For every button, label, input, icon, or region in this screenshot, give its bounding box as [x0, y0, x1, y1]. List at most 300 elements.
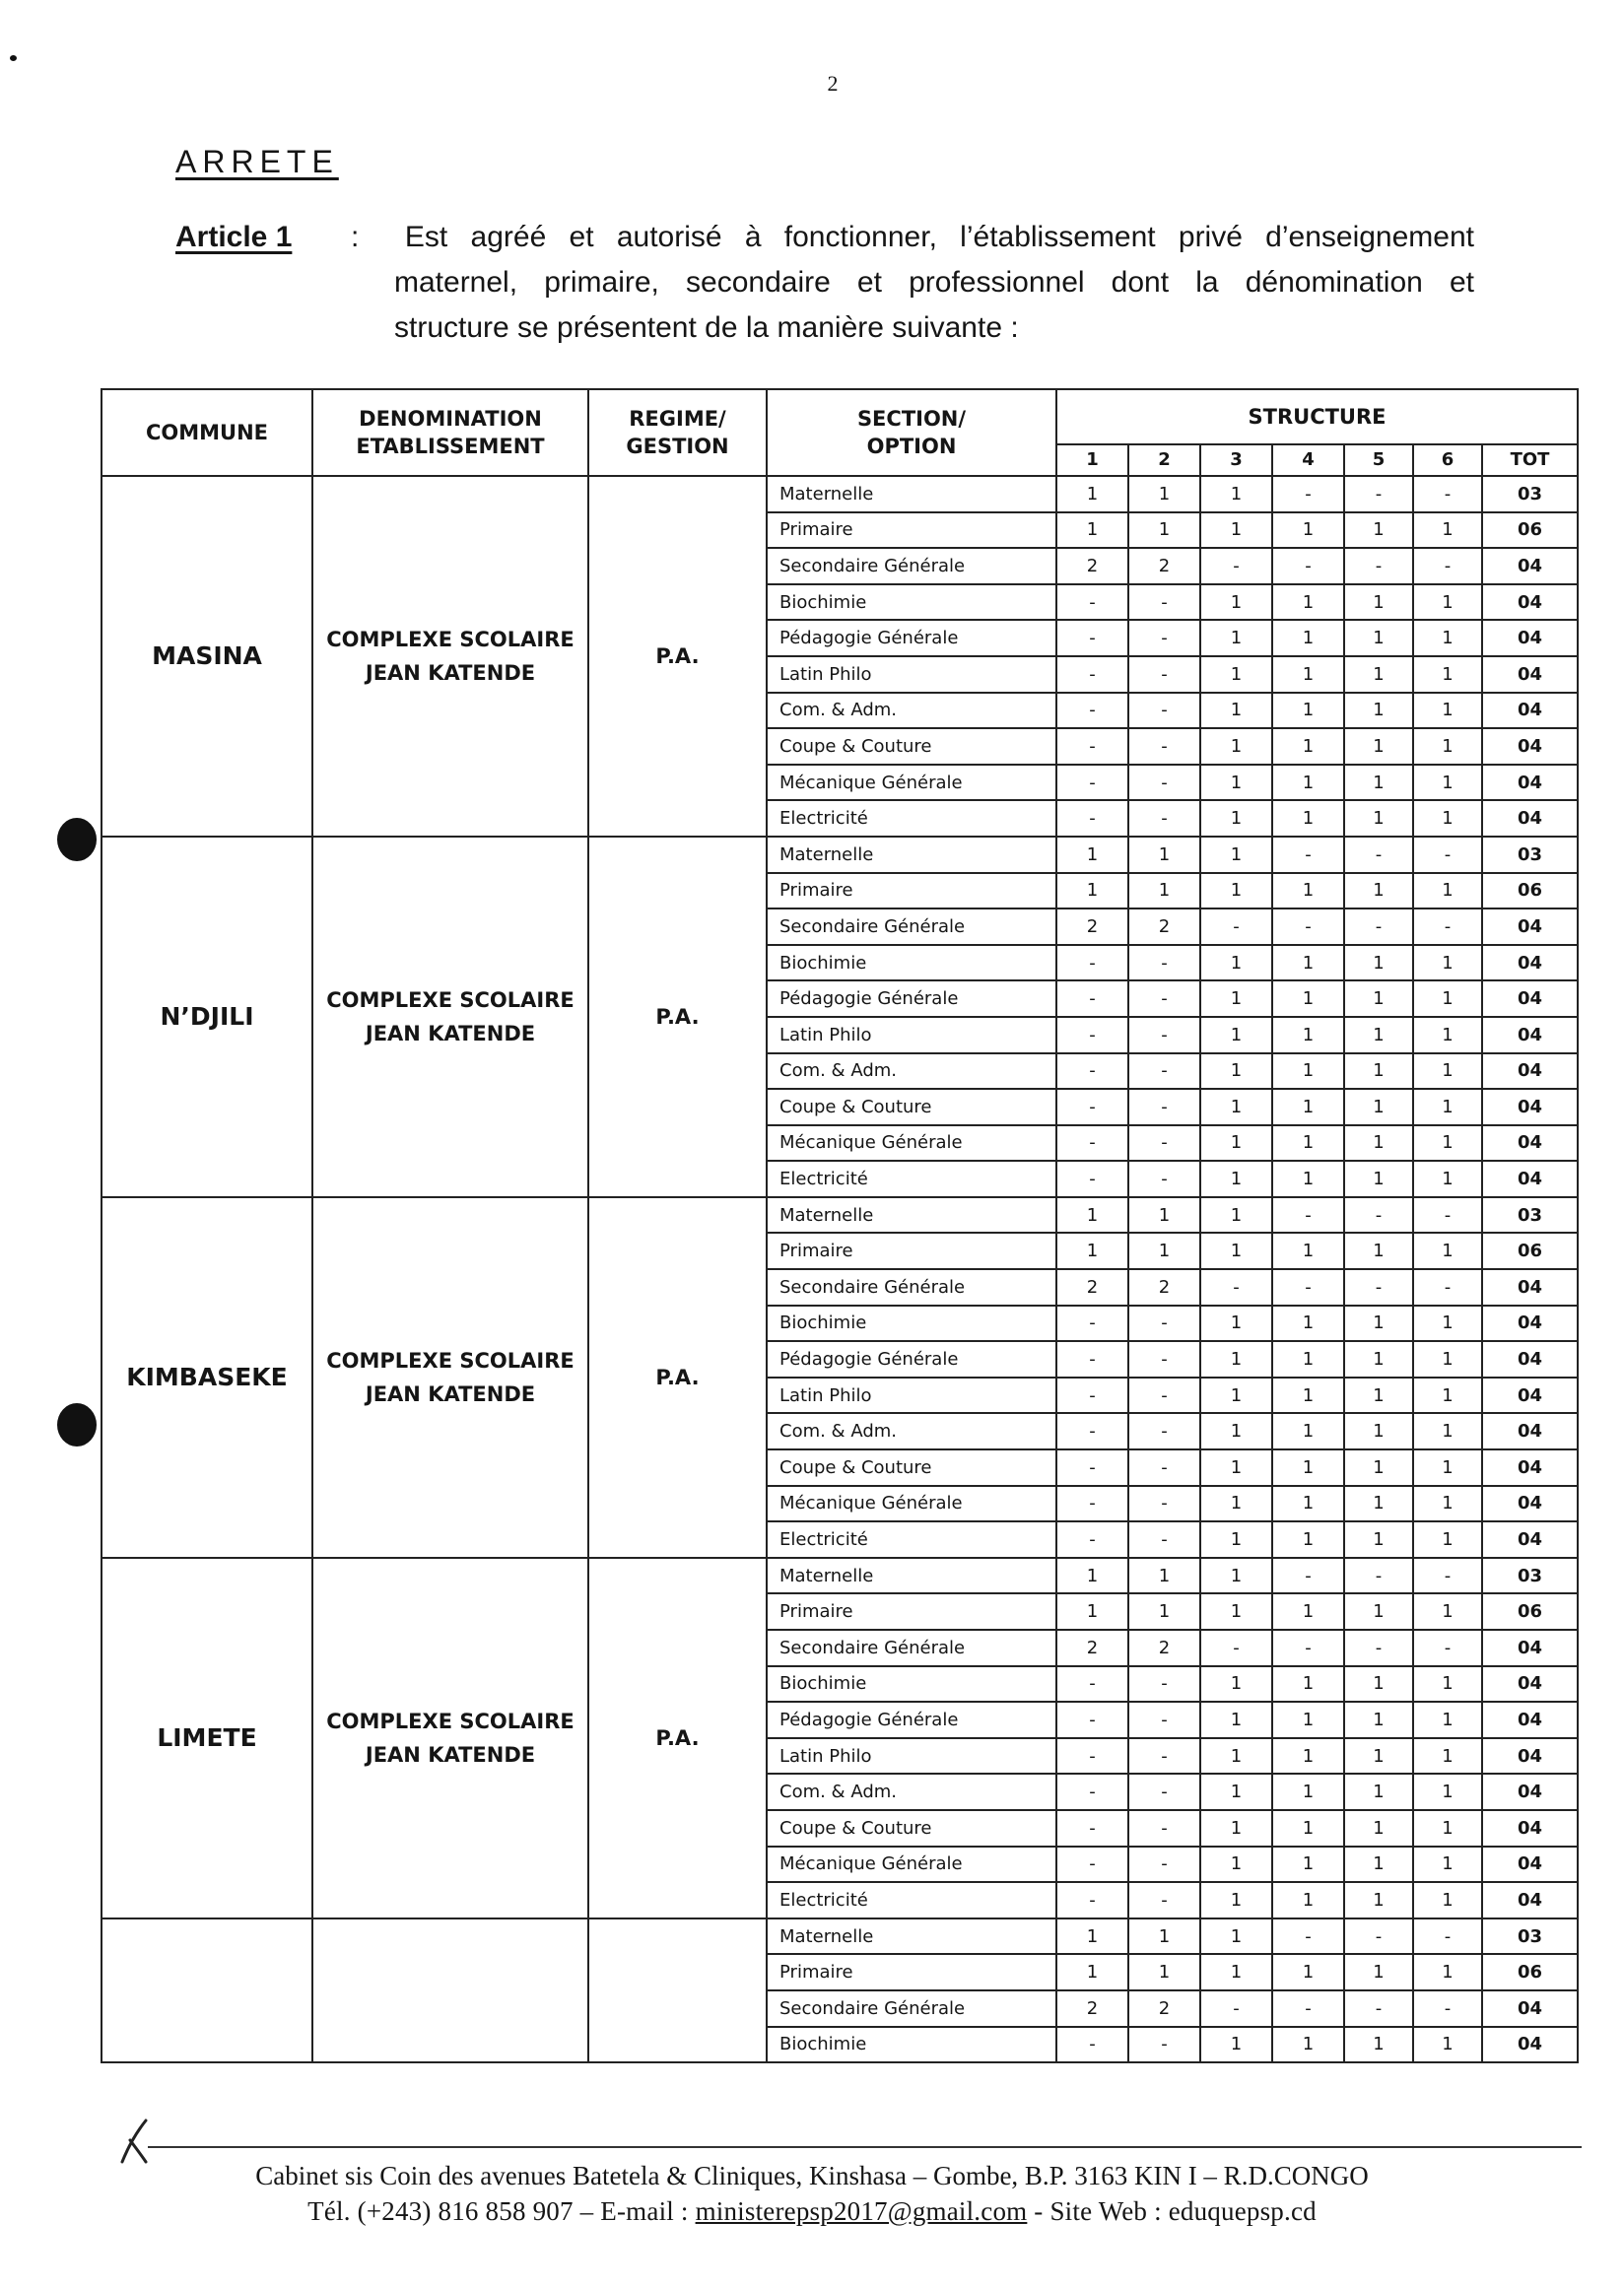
structure-cell: - [1056, 693, 1128, 729]
structure-cell: - [1413, 1918, 1482, 1955]
structure-cell: 1 [1272, 800, 1344, 837]
structure-cell: 2 [1128, 1630, 1200, 1666]
structure-cell: 2 [1056, 1630, 1128, 1666]
structure-cell: - [1344, 548, 1413, 584]
structure-cell: - [1056, 1413, 1128, 1449]
structure-cell: - [1413, 1990, 1482, 2027]
section-cell: Secondaire Générale [767, 1990, 1056, 2027]
table-row [102, 476, 1578, 512]
structure-cell: 2 [1128, 908, 1200, 945]
structure-cell: 1 [1272, 1449, 1344, 1486]
header-structure-col: 4 [1272, 444, 1344, 476]
structure-cell: 1 [1200, 1378, 1272, 1414]
total-cell: 06 [1482, 1593, 1578, 1630]
total-cell: 04 [1482, 693, 1578, 729]
structure-cell: - [1128, 1449, 1200, 1486]
structure-cell: - [1272, 1918, 1344, 1955]
section-cell: Pédagogie Générale [767, 980, 1056, 1017]
structure-cell: 1 [1200, 1053, 1272, 1090]
structure-cell: 1 [1413, 1521, 1482, 1558]
section-cell: Com. & Adm. [767, 693, 1056, 729]
structure-cell: - [1128, 765, 1200, 801]
table-row [102, 837, 1578, 873]
structure-cell: 1 [1344, 693, 1413, 729]
structure-cell: 1 [1056, 1233, 1128, 1269]
structure-cell: 1 [1344, 1125, 1413, 1162]
structure-cell: - [1056, 1161, 1128, 1197]
total-cell: 06 [1482, 1233, 1578, 1269]
section-cell: Maternelle [767, 1918, 1056, 1955]
structure-cell: 1 [1272, 1847, 1344, 1883]
structure-cell: 2 [1128, 1990, 1200, 2027]
total-cell: 04 [1482, 1521, 1578, 1558]
structure-cell: 1 [1272, 584, 1344, 621]
structure-cell: - [1413, 908, 1482, 945]
header-structure-col: 1 [1056, 444, 1128, 476]
section-cell: Com. & Adm. [767, 1053, 1056, 1090]
article-line: : Est agréé et autorisé à fonctionner, l’établissement privé d’enseignement [351, 221, 1474, 253]
structure-cell: - [1056, 1017, 1128, 1053]
structure-cell: 1 [1413, 728, 1482, 765]
structure-cell: - [1128, 1882, 1200, 1918]
header-structure-col: 6 [1413, 444, 1482, 476]
structure-cell: - [1272, 1630, 1344, 1666]
structure-cell: 1 [1344, 1449, 1413, 1486]
structure-cell: 1 [1413, 1882, 1482, 1918]
structure-cell: 1 [1272, 1810, 1344, 1847]
structure-cell: - [1128, 620, 1200, 656]
structure-cell: 1 [1272, 620, 1344, 656]
structure-cell: - [1200, 1990, 1272, 2027]
structure-cell: - [1056, 1306, 1128, 1342]
header-structure-col: 5 [1344, 444, 1413, 476]
structure-cell: 1 [1056, 1954, 1128, 1990]
structure-cell: 1 [1200, 656, 1272, 693]
structure-cell: 1 [1272, 1702, 1344, 1738]
section-cell: Electricité [767, 1882, 1056, 1918]
structure-cell: 1 [1344, 1882, 1413, 1918]
total-cell: 03 [1482, 476, 1578, 512]
structure-cell: - [1056, 1521, 1128, 1558]
structure-cell: - [1413, 1269, 1482, 1306]
footer-divider [148, 2146, 1582, 2148]
structure-cell: 1 [1413, 2027, 1482, 2063]
regime-cell: P.A. [588, 476, 767, 837]
total-cell: 04 [1482, 728, 1578, 765]
section-cell: Biochimie [767, 1666, 1056, 1703]
structure-cell: 1 [1200, 1125, 1272, 1162]
structure-cell: - [1128, 693, 1200, 729]
total-cell: 04 [1482, 1990, 1578, 2027]
structure-cell: - [1056, 1702, 1128, 1738]
structure-cell: - [1344, 837, 1413, 873]
table-header-row [102, 389, 1578, 444]
structure-cell: 1 [1272, 1666, 1344, 1703]
structure-cell: 1 [1413, 945, 1482, 981]
structure-cell: 1 [1413, 1125, 1482, 1162]
structure-cell: 1 [1413, 1738, 1482, 1775]
section-cell: Coupe & Couture [767, 1449, 1056, 1486]
structure-cell: 1 [1344, 1521, 1413, 1558]
structure-cell: 1 [1272, 1306, 1344, 1342]
structure-cell: 1 [1344, 1702, 1413, 1738]
section-cell: Primaire [767, 1954, 1056, 1990]
structure-cell: 1 [1344, 728, 1413, 765]
structure-cell: 1 [1344, 1017, 1413, 1053]
structure-cell: 1 [1413, 1810, 1482, 1847]
footer-contact: Tél. (+243) 816 858 907 – E-mail : ministerepsp2017@gmail.com - Site Web : eduquepsp.cd [307, 2196, 1317, 2226]
structure-cell: 2 [1056, 548, 1128, 584]
structure-cell: - [1128, 1810, 1200, 1847]
structure-cell: 1 [1413, 656, 1482, 693]
structure-cell: - [1128, 800, 1200, 837]
section-cell: Com. & Adm. [767, 1774, 1056, 1810]
structure-cell: - [1056, 656, 1128, 693]
section-cell: Secondaire Générale [767, 1630, 1056, 1666]
total-cell: 04 [1482, 1378, 1578, 1414]
structure-cell: - [1056, 584, 1128, 621]
total-cell: 04 [1482, 584, 1578, 621]
section-cell: Primaire [767, 1593, 1056, 1630]
structure-cell: - [1413, 476, 1482, 512]
table-row [102, 1918, 1578, 1955]
total-cell: 04 [1482, 945, 1578, 981]
section-cell: Biochimie [767, 584, 1056, 621]
structure-cell: 1 [1344, 1486, 1413, 1522]
section-cell: Secondaire Générale [767, 1269, 1056, 1306]
punch-hole-mark [57, 1403, 97, 1447]
structure-cell: 1 [1413, 512, 1482, 549]
structure-cell: - [1056, 1666, 1128, 1703]
structure-cell: 1 [1200, 837, 1272, 873]
structure-cell: 1 [1272, 873, 1344, 909]
structure-cell: 1 [1413, 620, 1482, 656]
structure-cell: 1 [1056, 512, 1128, 549]
article-1 [175, 215, 1496, 344]
structure-cell: 1 [1200, 1341, 1272, 1378]
structure-cell: - [1344, 1558, 1413, 1594]
regime-cell: P.A. [588, 1558, 767, 1918]
structure-cell: - [1344, 1630, 1413, 1666]
structure-table [101, 388, 1579, 2063]
header-structure: STRUCTURE [1056, 389, 1578, 444]
structure-cell: - [1056, 800, 1128, 837]
structure-cell: 1 [1200, 2027, 1272, 2063]
total-cell: 04 [1482, 1486, 1578, 1522]
section-cell: Latin Philo [767, 1378, 1056, 1414]
total-cell: 04 [1482, 1882, 1578, 1918]
structure-cell: 1 [1200, 800, 1272, 837]
structure-cell: 2 [1056, 1990, 1128, 2027]
section-cell: Primaire [767, 873, 1056, 909]
section-cell: Coupe & Couture [767, 1089, 1056, 1125]
total-cell: 04 [1482, 1847, 1578, 1883]
structure-cell: 1 [1200, 1233, 1272, 1269]
structure-cell: 1 [1200, 512, 1272, 549]
structure-cell: 1 [1413, 1774, 1482, 1810]
structure-cell: - [1413, 1558, 1482, 1594]
structure-cell: 1 [1200, 584, 1272, 621]
structure-cell: 1 [1272, 1378, 1344, 1414]
structure-cell: 1 [1272, 1053, 1344, 1090]
structure-cell: - [1344, 1918, 1413, 1955]
structure-cell: - [1128, 728, 1200, 765]
structure-cell: 1 [1272, 1738, 1344, 1775]
structure-cell: 1 [1128, 1954, 1200, 1990]
structure-cell: 1 [1413, 1053, 1482, 1090]
section-cell: Coupe & Couture [767, 1810, 1056, 1847]
denomination-cell: COMPLEXE SCOLAIRE JEAN KATENDE [312, 1197, 588, 1558]
structure-cell: 1 [1128, 1593, 1200, 1630]
structure-cell: 1 [1344, 1306, 1413, 1342]
structure-cell: 1 [1128, 1918, 1200, 1955]
structure-cell: 1 [1344, 1774, 1413, 1810]
structure-cell: - [1056, 620, 1128, 656]
denomination-cell: COMPLEXE SCOLAIRE JEAN KATENDE [312, 1558, 588, 1918]
footer-email-link[interactable]: ministerepsp2017@gmail.com [695, 2196, 1028, 2226]
section-cell: Pédagogie Générale [767, 620, 1056, 656]
total-cell: 04 [1482, 1449, 1578, 1486]
structure-cell: 1 [1200, 693, 1272, 729]
total-cell: 04 [1482, 1053, 1578, 1090]
structure-cell: - [1056, 945, 1128, 981]
structure-cell: - [1272, 837, 1344, 873]
structure-cell: - [1413, 1630, 1482, 1666]
section-cell: Mécanique Générale [767, 1847, 1056, 1883]
structure-cell: 1 [1200, 1702, 1272, 1738]
section-cell: Biochimie [767, 945, 1056, 981]
total-cell: 03 [1482, 1197, 1578, 1234]
total-cell: 04 [1482, 1666, 1578, 1703]
structure-cell: - [1056, 1882, 1128, 1918]
total-cell: 04 [1482, 1810, 1578, 1847]
structure-cell: - [1128, 1053, 1200, 1090]
structure-cell: - [1056, 728, 1128, 765]
section-cell: Mécanique Générale [767, 765, 1056, 801]
structure-cell: - [1128, 1378, 1200, 1414]
structure-cell: - [1128, 584, 1200, 621]
table-body [102, 476, 1578, 2062]
structure-cell: 1 [1200, 765, 1272, 801]
structure-cell: 1 [1344, 584, 1413, 621]
total-cell: 04 [1482, 1306, 1578, 1342]
structure-cell: 2 [1056, 908, 1128, 945]
structure-cell: 1 [1344, 1593, 1413, 1630]
structure-cell: 1 [1200, 1449, 1272, 1486]
section-cell: Latin Philo [767, 1017, 1056, 1053]
header-denomination: DENOMINATION ETABLISSEMENT [312, 389, 588, 476]
page-heading: ARRETE [175, 144, 339, 179]
structure-cell: 1 [1344, 1666, 1413, 1703]
total-cell: 04 [1482, 1702, 1578, 1738]
structure-cell: 1 [1272, 1089, 1344, 1125]
structure-cell: 1 [1200, 1847, 1272, 1883]
section-cell: Electricité [767, 800, 1056, 837]
article-body [351, 215, 1474, 351]
structure-cell: - [1128, 1521, 1200, 1558]
structure-cell: 1 [1200, 1521, 1272, 1558]
structure-cell: 1 [1200, 1161, 1272, 1197]
structure-cell: - [1056, 2027, 1128, 2063]
structure-cell: 1 [1272, 1413, 1344, 1449]
punch-hole-mark [57, 818, 97, 861]
total-cell: 04 [1482, 548, 1578, 584]
structure-cell: 1 [1200, 1197, 1272, 1234]
structure-cell: 1 [1272, 693, 1344, 729]
structure-cell: - [1056, 1449, 1128, 1486]
structure-cell: 1 [1344, 1341, 1413, 1378]
structure-cell: 1 [1344, 1413, 1413, 1449]
structure-cell: 1 [1200, 1486, 1272, 1522]
structure-cell: 1 [1413, 980, 1482, 1017]
total-cell: 04 [1482, 620, 1578, 656]
structure-cell: 1 [1344, 1378, 1413, 1414]
structure-cell: - [1344, 1990, 1413, 2027]
structure-cell: 1 [1413, 1593, 1482, 1630]
header-structure-col: TOT [1482, 444, 1578, 476]
structure-cell: 1 [1272, 728, 1344, 765]
structure-cell: 1 [1272, 1593, 1344, 1630]
structure-cell: - [1056, 1774, 1128, 1810]
denomination-cell: COMPLEXE SCOLAIRE JEAN KATENDE [312, 476, 588, 837]
total-cell: 03 [1482, 1558, 1578, 1594]
structure-cell: 1 [1413, 1449, 1482, 1486]
structure-cell: - [1128, 656, 1200, 693]
denomination-cell: COMPLEXE SCOLAIRE JEAN KATENDE [312, 837, 588, 1197]
article-line: maternel, primaire, secondaire et professionnel dont la dénomination et [394, 266, 1474, 299]
structure-cell: 1 [1272, 1125, 1344, 1162]
structure-cell: - [1056, 1125, 1128, 1162]
total-cell: 04 [1482, 1125, 1578, 1162]
structure-cell: - [1128, 1413, 1200, 1449]
article-separator: : [351, 221, 360, 253]
structure-cell: 1 [1056, 873, 1128, 909]
structure-cell: - [1056, 1089, 1128, 1125]
total-cell: 04 [1482, 980, 1578, 1017]
structure-cell: - [1272, 476, 1344, 512]
total-cell: 04 [1482, 908, 1578, 945]
structure-cell: - [1128, 1017, 1200, 1053]
section-cell: Pédagogie Générale [767, 1341, 1056, 1378]
section-cell: Primaire [767, 512, 1056, 549]
section-cell: Maternelle [767, 1558, 1056, 1594]
structure-cell: 1 [1056, 837, 1128, 873]
structure-cell: 1 [1413, 873, 1482, 909]
structure-cell: 1 [1344, 1161, 1413, 1197]
section-cell: Electricité [767, 1161, 1056, 1197]
structure-cell: 1 [1200, 980, 1272, 1017]
structure-cell: - [1128, 1306, 1200, 1342]
structure-cell: - [1128, 1702, 1200, 1738]
structure-cell: 1 [1128, 1558, 1200, 1594]
regime-cell [588, 1918, 767, 2062]
section-cell: Primaire [767, 1233, 1056, 1269]
structure-cell: 1 [1128, 1197, 1200, 1234]
total-cell: 04 [1482, 1269, 1578, 1306]
structure-cell: 1 [1272, 1161, 1344, 1197]
structure-cell: 1 [1413, 1702, 1482, 1738]
structure-cell: - [1128, 1486, 1200, 1522]
structure-cell: 1 [1413, 1341, 1482, 1378]
total-cell: 06 [1482, 873, 1578, 909]
structure-cell: - [1128, 945, 1200, 981]
structure-cell: - [1413, 548, 1482, 584]
structure-cell: 1 [1272, 1486, 1344, 1522]
total-cell: 06 [1482, 512, 1578, 549]
structure-cell: 1 [1344, 1847, 1413, 1883]
total-cell: 04 [1482, 1089, 1578, 1125]
structure-cell: 1 [1344, 945, 1413, 981]
header-structure-col: 3 [1200, 444, 1272, 476]
structure-cell: - [1128, 1161, 1200, 1197]
structure-cell: 1 [1128, 1233, 1200, 1269]
structure-cell: 1 [1272, 1521, 1344, 1558]
section-cell: Mécanique Générale [767, 1125, 1056, 1162]
structure-cell: - [1128, 1774, 1200, 1810]
structure-cell: - [1344, 908, 1413, 945]
structure-cell: 1 [1344, 620, 1413, 656]
total-cell: 04 [1482, 1413, 1578, 1449]
structure-cell: 1 [1200, 1413, 1272, 1449]
structure-cell: 1 [1272, 656, 1344, 693]
total-cell: 03 [1482, 1918, 1578, 1955]
structure-cell: 1 [1200, 1882, 1272, 1918]
section-cell: Biochimie [767, 2027, 1056, 2063]
structure-cell: - [1056, 765, 1128, 801]
structure-cell: 1 [1272, 980, 1344, 1017]
structure-cell: 1 [1413, 1847, 1482, 1883]
structure-cell: - [1272, 1197, 1344, 1234]
structure-cell: 1 [1413, 1666, 1482, 1703]
regime-cell: P.A. [588, 837, 767, 1197]
footer-address: Cabinet sis Coin des avenues Batetela & Cliniques, Kinshasa – Gombe, B.P. 3163 KIN I – R.D.CONGO [255, 2161, 1369, 2190]
structure-cell: - [1413, 837, 1482, 873]
structure-cell: 1 [1344, 1954, 1413, 1990]
structure-cell: 1 [1413, 1306, 1482, 1342]
structure-cell: - [1272, 548, 1344, 584]
structure-cell: 1 [1413, 1233, 1482, 1269]
total-cell: 04 [1482, 1738, 1578, 1775]
structure-cell: 1 [1200, 945, 1272, 981]
structure-cell: 1 [1056, 476, 1128, 512]
structure-cell: 1 [1413, 1017, 1482, 1053]
total-cell: 06 [1482, 1954, 1578, 1990]
structure-cell: - [1056, 1486, 1128, 1522]
structure-cell: - [1200, 908, 1272, 945]
structure-cell: - [1056, 1738, 1128, 1775]
structure-cell: 1 [1200, 1666, 1272, 1703]
structure-cell: - [1128, 1089, 1200, 1125]
structure-cell: - [1056, 1810, 1128, 1847]
structure-cell: - [1056, 1378, 1128, 1414]
structure-cell: 1 [1128, 837, 1200, 873]
structure-cell: 1 [1200, 1593, 1272, 1630]
structure-cell: 1 [1272, 765, 1344, 801]
commune-cell [102, 1918, 312, 2062]
structure-cell: - [1344, 1197, 1413, 1234]
section-cell: Mécanique Générale [767, 1486, 1056, 1522]
structure-cell: 1 [1200, 1738, 1272, 1775]
structure-cell: - [1272, 1269, 1344, 1306]
structure-cell: 1 [1413, 1413, 1482, 1449]
structure-cell: - [1128, 1666, 1200, 1703]
structure-cell: 1 [1200, 620, 1272, 656]
structure-cell: 1 [1200, 1918, 1272, 1955]
structure-cell: 1 [1056, 1918, 1128, 1955]
header-section: SECTION/ OPTION [767, 389, 1056, 476]
article-label: Article 1 [175, 221, 293, 253]
structure-cell: 1 [1344, 1738, 1413, 1775]
